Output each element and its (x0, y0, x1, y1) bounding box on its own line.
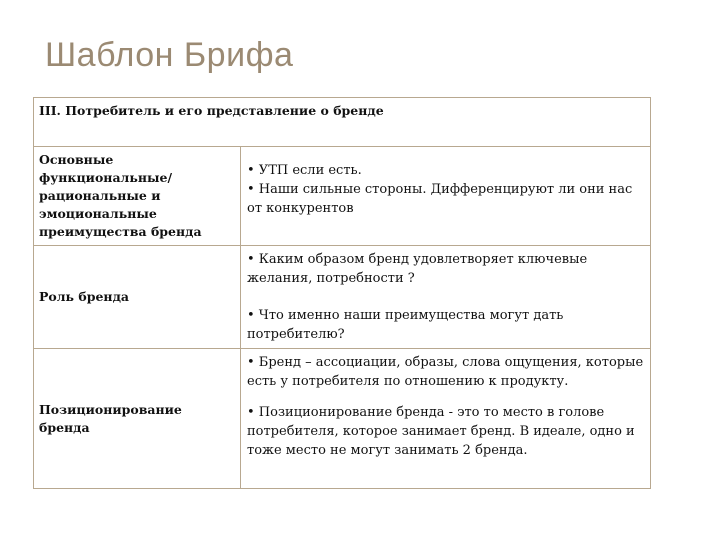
list-item: • УТП если есть. (247, 163, 362, 178)
row-label-positioning: Позиционирование бренда (34, 349, 241, 489)
row-content-benefits (241, 147, 651, 246)
table-row (34, 349, 651, 489)
row-content-positioning (241, 349, 651, 489)
row-content-brand-role (241, 246, 651, 349)
list-item: • Наши сильные стороны. Дифференцируют ли они нас от конкурентов (247, 182, 633, 216)
row-label-brand-role: Роль бренда (34, 246, 241, 349)
list-item: • Каким образом бренд удовлетворяет ключевые желания, потребности ? (247, 252, 588, 286)
brief-table (33, 97, 651, 489)
list-item: • Позиционирование бренда - это то место в голове потребителя, которое занимает бренд. В идеале, одно и тоже место не могут занимать 2 бренда. (247, 405, 635, 458)
table-row (34, 246, 651, 349)
list-item: • Что именно наши преимущества могут дать потребителю? (247, 308, 564, 342)
section-header: III. Потребитель и его представление о бренде (34, 98, 651, 147)
table-row (34, 147, 651, 246)
table-header-row (34, 98, 651, 147)
page-title: Шаблон Брифа (45, 36, 294, 74)
row-label-benefits: Основные функциональные/ рациональные и эмоциональные преимущества бренда (34, 147, 241, 246)
list-item: • Бренд – ассоциации, образы, слова ощущения, которые есть у потребителя по отношению к продукту. (247, 355, 644, 389)
